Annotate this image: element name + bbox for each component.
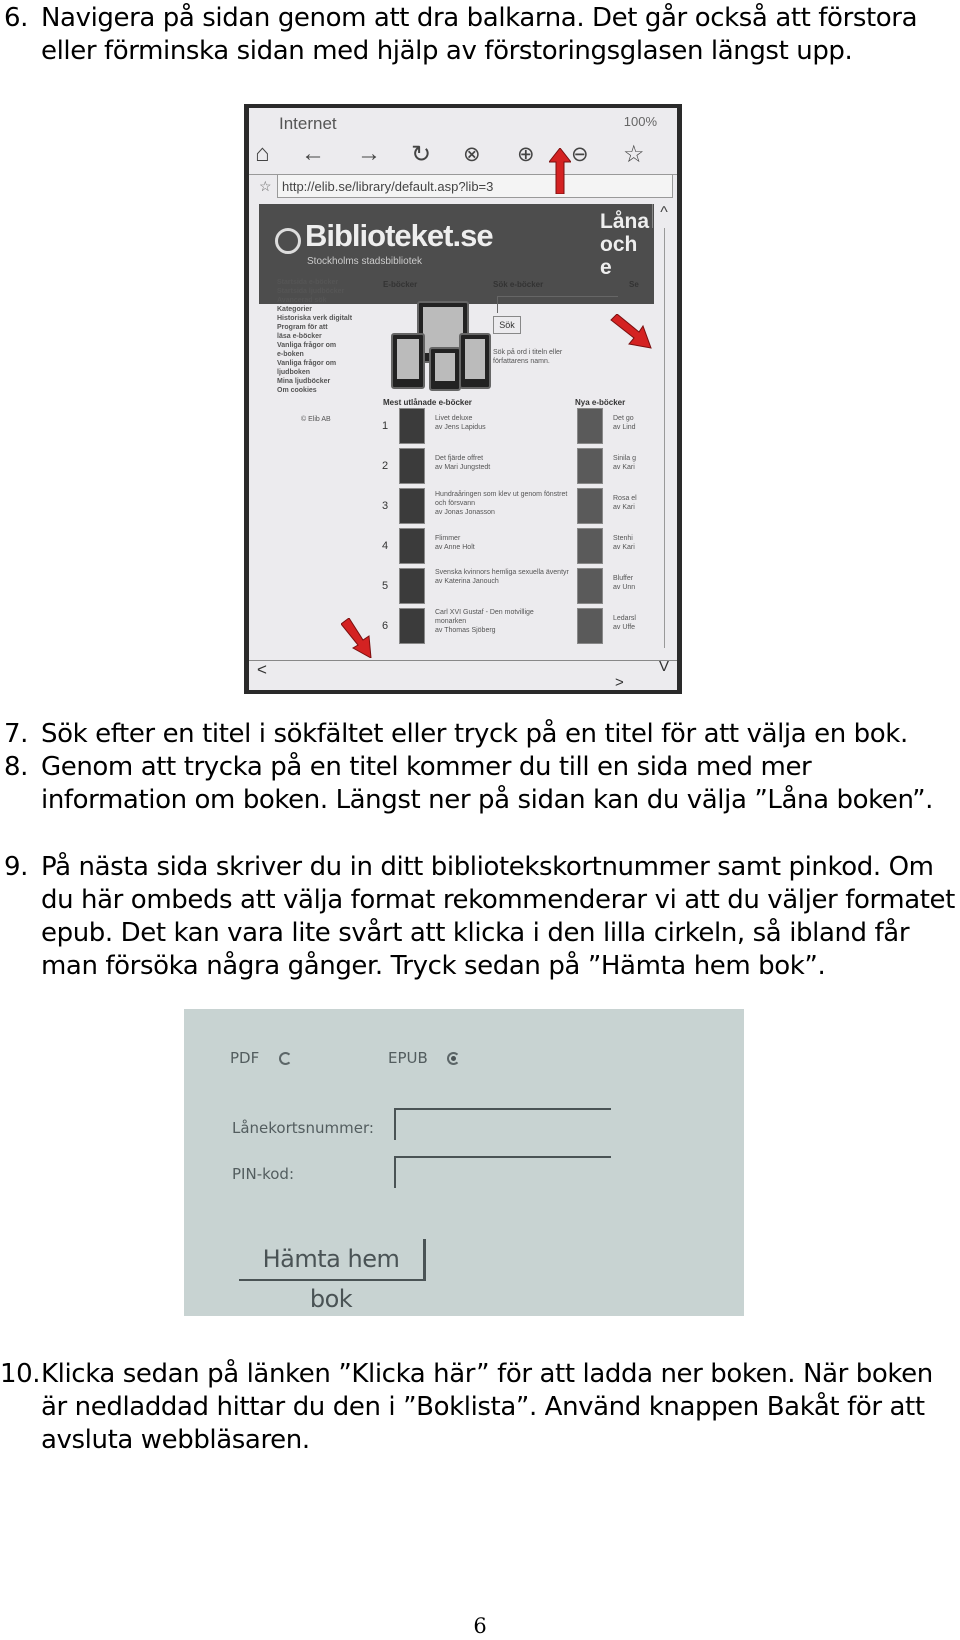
book-cover[interactable]	[577, 448, 603, 484]
book-author: av Kari	[613, 464, 635, 471]
book-title[interactable]: Livet deluxe	[435, 415, 473, 422]
book-title[interactable]: Rosa el	[613, 495, 637, 502]
url-star-icon[interactable]: ☆	[259, 178, 272, 194]
menu-item[interactable]: Kategorier	[277, 306, 313, 313]
book-author: av Lind	[613, 424, 636, 431]
menu-item[interactable]: Vanliga frågor om	[277, 360, 337, 367]
book-title[interactable]: Sinila g	[613, 455, 636, 462]
book-cover[interactable]	[399, 488, 425, 524]
book-author: av Kari	[613, 544, 635, 551]
book-author: av Jens Lapidus	[435, 424, 486, 431]
horizontal-scrollbar[interactable]	[249, 654, 677, 690]
book-cover[interactable]	[577, 528, 603, 564]
book-title[interactable]: Svenska kvinnors hemliga sexuella äventyr	[435, 569, 569, 576]
book-cover[interactable]	[399, 448, 425, 484]
book-title[interactable]: Det go	[613, 415, 634, 422]
loan-form-photo	[184, 1009, 744, 1316]
stop-icon[interactable]: ⊗	[463, 143, 481, 166]
book-entry[interactable]	[435, 608, 555, 635]
step-text: På nästa sida skriver du in ditt bibliotekskortnummer samt pinkod. Om du här ombeds att välja format rekommenderar vi att du väljer formatet epub. Det kan vara lite svårt att klicka i den lilla cirkeln, så ibland får man försöka några gånger. Tryck sedan på ”Hämta hem bok”.	[41, 852, 955, 981]
book-entry[interactable]	[435, 414, 575, 432]
step-number: 8.	[4, 752, 29, 782]
book-entry[interactable]	[435, 568, 570, 586]
rank-number: 4	[382, 540, 389, 552]
book-entry[interactable]	[613, 494, 653, 512]
epub-label: EPUB	[388, 1049, 428, 1067]
book-author: av Thomas Sjöberg	[435, 627, 496, 634]
most-borrowed-heading: Mest utlånade e-böcker	[383, 398, 472, 407]
book-author: av Mari Jungstedt	[435, 464, 491, 471]
book-author: av Kari	[613, 504, 635, 511]
search-button[interactable]: Sök	[493, 316, 521, 334]
book-author: av Anne Holt	[435, 544, 475, 551]
menu-item[interactable]: Mina ljudböcker	[277, 378, 331, 385]
book-title[interactable]: Flimmer	[435, 535, 461, 542]
ereader-devices-image	[389, 293, 489, 388]
bookmark-star-icon[interactable]: ☆	[623, 141, 645, 168]
menu-item[interactable]: Vanliga frågor om	[277, 342, 337, 349]
book-title[interactable]: Ledarsl	[613, 615, 636, 622]
site-logo[interactable]: Biblioteket.se	[305, 218, 493, 253]
page-number: 6	[473, 1614, 487, 1638]
step-number: 9.	[4, 852, 29, 882]
step-text: Sök efter en titel i sökfältet eller tryck på en titel för att välja en bok.	[41, 719, 908, 749]
ebooks-heading: E-böcker	[383, 280, 418, 289]
step-text: Genom att trycka på en titel kommer du till en sida med mer information om boken. Längst ner på sidan kan du välja ”Låna boken”.	[41, 752, 934, 815]
book-cover[interactable]	[399, 528, 425, 564]
red-arrow-down-icon	[341, 618, 375, 658]
reader-browser-photo	[244, 104, 682, 694]
book-entry[interactable]	[435, 454, 575, 472]
menu-item[interactable]: Historiska verk digitalt	[277, 315, 353, 322]
book-author: av Katerina Janouch	[435, 578, 499, 585]
step-number: 6.	[4, 3, 29, 33]
reload-icon[interactable]: ↻	[411, 141, 432, 168]
step-text: Klicka sedan på länken ”Klicka här” för att ladda ner boken. När boken är nedladdad hittar du den i ”Boklista”. Använd knappen Bakåt för att avsluta webbläsaren.	[41, 1359, 933, 1455]
banner-text: Låna och e	[600, 210, 650, 279]
step-number: 10.	[0, 1359, 41, 1389]
red-arrow-up-icon	[549, 148, 571, 194]
menu-item[interactable]: e-boken	[277, 351, 304, 358]
download-book-button[interactable]: Hämta hem bok	[239, 1239, 426, 1281]
new-ebooks-heading: Nya e-böcker	[575, 398, 626, 407]
book-cover[interactable]	[399, 568, 425, 604]
book-cover[interactable]	[399, 608, 425, 644]
epub-radio[interactable]	[447, 1052, 460, 1065]
book-title[interactable]: Carl XVI Gustaf - Den motvillige monarken	[435, 609, 534, 625]
zoom-in-icon[interactable]: ⊕	[517, 143, 535, 166]
book-cover[interactable]	[577, 568, 603, 604]
scrollbar-track	[249, 660, 677, 661]
menu-item[interactable]: Program för att	[277, 324, 328, 331]
card-number-label: Lånekortsnummer:	[232, 1119, 374, 1137]
battery-status: 100%	[623, 114, 657, 129]
rank-number: 1	[382, 420, 389, 432]
book-title[interactable]: Bluffer	[613, 575, 634, 582]
search-hint: Sök på ord i titeln eller författarens namn.	[493, 349, 563, 365]
forward-icon[interactable]: →	[357, 140, 381, 167]
pdf-label: PDF	[230, 1049, 260, 1067]
vertical-scrollbar[interactable]	[664, 228, 665, 648]
menu-item[interactable]: Om cookies	[277, 387, 317, 394]
menu-item[interactable]: Avancerad sök	[277, 297, 327, 304]
book-entry[interactable]	[613, 574, 653, 592]
book-cover[interactable]	[577, 488, 603, 524]
book-entry[interactable]	[613, 614, 653, 632]
book-author: av Unn	[613, 584, 636, 591]
url-field[interactable]: http://elib.se/library/default.asp?lib=3	[277, 174, 673, 198]
menu-item[interactable]: Startsida ljudböcker	[277, 288, 345, 295]
scroll-down-button[interactable]: V	[658, 658, 669, 675]
book-entry[interactable]	[613, 414, 653, 432]
pin-field[interactable]	[394, 1156, 611, 1188]
book-cover[interactable]	[399, 408, 425, 444]
status-title: Internet	[279, 114, 337, 133]
book-title[interactable]: Hundraåringen som klev ut genom fönstret och försvann	[435, 491, 568, 507]
menu-item[interactable]: läsa e-böcker	[277, 333, 322, 340]
menu-item[interactable]: Startsida e-böcker	[277, 279, 339, 286]
book-author: av Uffe	[613, 624, 636, 631]
book-entry[interactable]	[435, 490, 570, 517]
book-title[interactable]: Det fjärde offret	[435, 455, 484, 462]
scroll-left-button[interactable]: <	[257, 660, 267, 679]
step-text: Navigera på sidan genom att dra balkarna. Det går också att förstora eller förminska sidan med hjälp av förstoringsglasen längst upp.	[41, 3, 918, 66]
browser-toolbar	[249, 138, 677, 175]
book-author: av Jonas Jonasson	[435, 509, 495, 516]
copyright: © Elib AB	[301, 416, 331, 423]
zoom-out-icon[interactable]: ⊖	[571, 143, 589, 166]
book-entry[interactable]	[613, 454, 653, 472]
pin-label: PIN-kod:	[232, 1165, 295, 1183]
book-title[interactable]: Stenhi	[613, 535, 633, 542]
menu-item[interactable]: ljudboken	[277, 369, 311, 376]
search-heading: Sök e-böcker	[493, 280, 544, 289]
site-menu	[277, 278, 377, 395]
scroll-right-button[interactable]: >	[615, 674, 624, 690]
pdf-radio[interactable]	[279, 1052, 292, 1065]
rank-number: 2	[382, 460, 389, 472]
book-entry[interactable]	[613, 534, 653, 552]
book-cover[interactable]	[577, 608, 603, 644]
rank-number: 6	[382, 620, 389, 632]
logo-emblem-icon	[275, 228, 301, 254]
rank-number: 5	[382, 580, 389, 592]
book-cover[interactable]	[577, 408, 603, 444]
rank-number: 3	[382, 500, 389, 512]
home-icon[interactable]: ⌂	[255, 140, 270, 167]
book-entry[interactable]	[435, 534, 575, 552]
back-icon[interactable]: ←	[301, 140, 325, 167]
red-arrow-diagonal-icon	[609, 314, 653, 352]
scroll-up-button[interactable]: ^	[652, 204, 675, 228]
reader-screen	[249, 108, 677, 690]
search-input[interactable]	[497, 296, 618, 313]
site-subtitle: Stockholms stadsbibliotek	[307, 256, 423, 267]
card-number-field[interactable]	[394, 1108, 611, 1140]
step-number: 7.	[4, 719, 29, 749]
column-heading-cut: Se	[629, 280, 639, 289]
